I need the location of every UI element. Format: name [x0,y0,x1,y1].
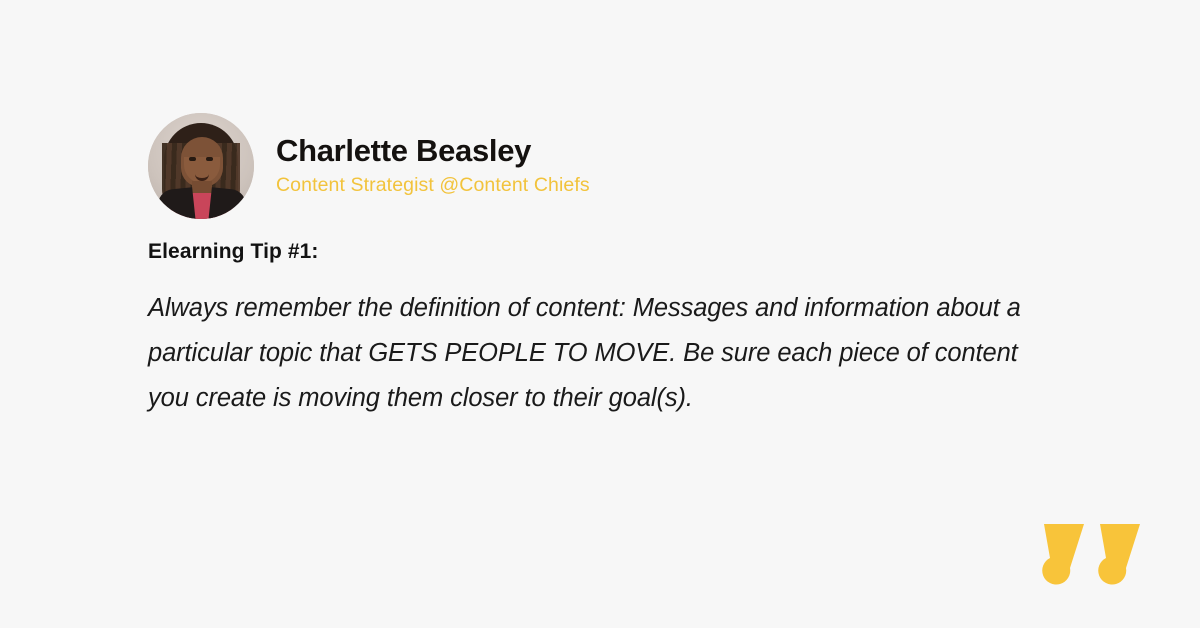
tip-label: Elearning Tip #1: [148,240,319,263]
author-role: Content Strategist @Content Chiefs [276,174,590,197]
author-name: Charlette Beasley [276,133,532,169]
tip-body: Always remember the definition of content: Messages and information about a particular topic that GETS PEOPLE TO MOVE. Be sure each piece of content you create is moving them closer to their goal(s). [148,294,1021,412]
quote-mark-icon [1040,524,1150,594]
avatar [148,113,254,219]
author-text [276,134,590,197]
author-block [148,113,590,219]
avatar-eye-left [189,157,196,161]
avatar-eye-right [206,157,213,161]
